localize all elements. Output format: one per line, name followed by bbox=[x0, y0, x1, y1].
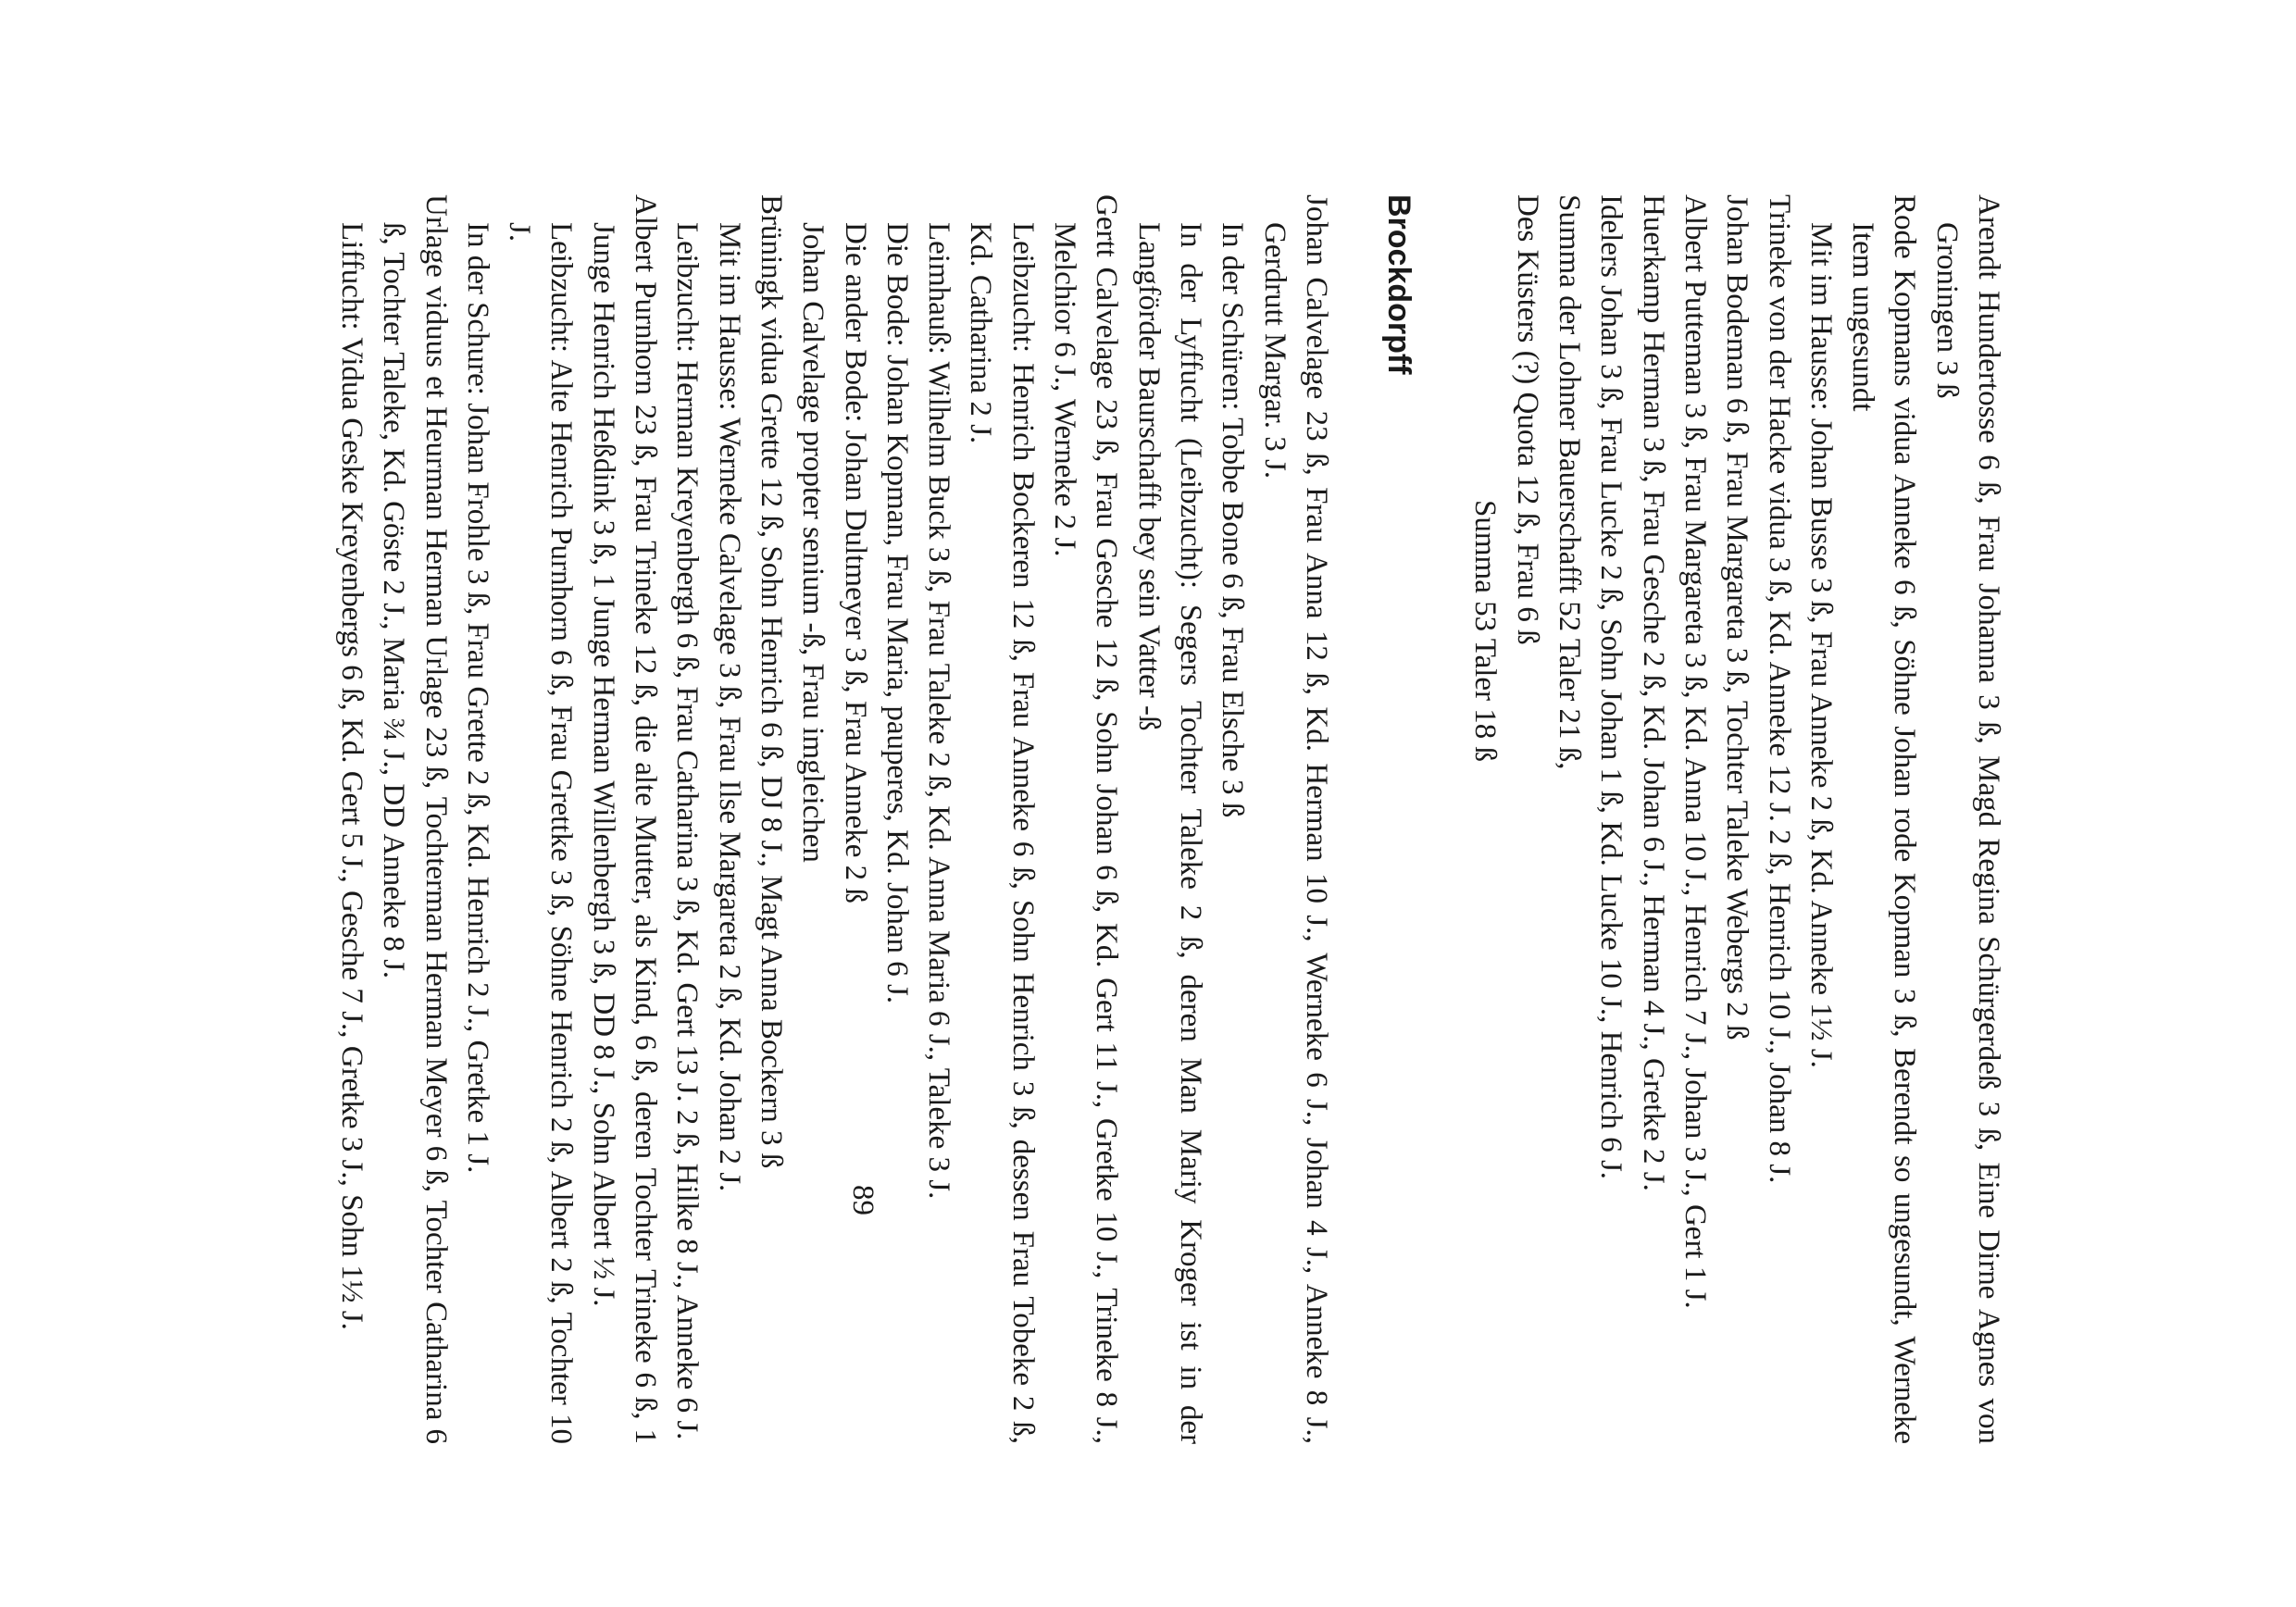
entry-line: Summa der Lohner Bauerschafft 52 Taler 21 ß, bbox=[1553, 194, 1587, 770]
entry-line: Summa 53 Taler 18 ß bbox=[1468, 500, 1503, 763]
entry-line: Johan Calvelage propter senium -ß, Frau imgleichen bbox=[796, 222, 830, 863]
page-body bbox=[331, 194, 2009, 1444]
entry-line: Johan Bodeman 6 ß, Frau Margareta 3 ß, Tochter Taleke Webergs 2 ß bbox=[1720, 194, 1754, 1040]
entry-line: Die Bode: Johan Kopman, Frau Maria, pauperes, Kd. Johan 6 J. bbox=[880, 222, 914, 1004]
lohner-bauerschaft-entries bbox=[1464, 194, 2009, 1444]
page-number: 89 bbox=[846, 1185, 880, 1215]
entry-line: In der Schüren: Tobbe Bone 6 ß, Frau Elsche 3 ß bbox=[1216, 222, 1250, 818]
entry-line: Des Küsters (?) Quota 12 ß, Frau 6 ß bbox=[1510, 194, 1544, 645]
entry-line: Leimhauß: Wilhelm Buck 3 ß, Frau Taleke 2 ß, Kd. Anna Maria 6 J., Taleke 3 J. bbox=[922, 222, 956, 1200]
entry-line: Leibzucht: Henrich Bockeren 12 ß, Frau Anneke 6 ß, Sohn Henrich 3 ß, dessen Frau Tobeke 2 ß, Kd. Catharina 2 J. bbox=[964, 222, 1040, 1444]
entry-line: Albert Purnhorn 23 ß, Frau Trineke 12 ß, die alte Mutter, als Kind, 6 ß, deren Tochter Trineke 6 ß, 1 Junge Henrich Heßdink 3 ß, 1 Junge Herman Willenbergh 3 ß, DD 8 J., Sohn Albert ½ J. bbox=[586, 194, 663, 1444]
brockdorpff-entries bbox=[331, 194, 1337, 1444]
entry-line: Trineke von der Hacke vidua 3 ß, Kd. Anneke 12 J. 2 ß, Henrich 10 J., Johan 8 J. bbox=[1762, 194, 1796, 1184]
entry-line: Brüningk vidua Grette 12 ß, Sohn Henrich 6 ß, DJ 8 J., Magt Anna Bockern 3 ß bbox=[754, 194, 788, 1169]
entry-line: Huerkamp Herman 3 ß, Frau Gesche 2 ß, Kd. Johan 6 J., Herman 4 J., Gretke 2 J. bbox=[1636, 194, 1670, 1191]
entry-line: In der Schure: Johan Frohle 3 ß, Frau Grette 2 ß, Kd. Henrich 2 J., Gretke 1 J. bbox=[460, 222, 494, 1174]
entry-line: Gertt Calvelage 23 ß, Frau Gesche 12 ß, Sohn Johan 6 ß, Kd. Gert 11 J., Gretke 10 J., Trineke 8 J., Melchior 6 J., Werneke 2 J. bbox=[1048, 194, 1124, 1444]
entry-line: Mit im Hausse: Johan Busse 3 ß, Frau Anneke 2 ß, Kd. Anneke 1½ J. bbox=[1803, 222, 1838, 1068]
entry-line: Leibzucht: Alte Henrich Purnhorn 6 ß, Frau Grettke 3 ß, Söhne Henrich 2 ß, Albert 2 ß, Tochter 10 J. bbox=[503, 222, 579, 1444]
section-heading: Brockdorpff bbox=[1381, 194, 1417, 375]
entry-line: Mit im Hausse: Werneke Calvelage 3 ß, Frau Ilse Margareta 2 ß, Kd. Johan 2 J. bbox=[712, 222, 746, 1192]
entry-line: Johan Calvelage 23 ß, Frau Anna 12 ß, Kd. Herman 10 J., Werneke 6 J., Johan 4 J., Anneke 8 J., Gerdrutt Margar. 3 J. bbox=[1257, 194, 1333, 1444]
entry-line: Arendt Hundertosse 6 ß, Frau Johanna 3 ß, Magd Regina Schürgerdeß 3 ß, Eine Dirne Agnes von Groningen 3 ß bbox=[1929, 194, 2005, 1444]
entry-line: Urlage viduus et Heurman Herman Urlage 23 ß, Tochterman Herman Meyer 6 ß, Tochter Catharina 6 ß, Tochter Taleke, Kd. Göste 2 J., Maria ¾ J., DD Anneke 8 J. bbox=[377, 194, 453, 1444]
entry-line: Liffucht: Vidua Geske Kreyenbergs 6 ß, Kd. Gert 5 J., Gesche 7 J., Gretke 3 J., Sohn 1½ J. bbox=[335, 222, 369, 1330]
entry-line: Albert Putteman 3 ß, Frau Margareta 3 ß, Kd. Anna 10 J., Henrich 7 J., Johan 3 J., Gert 1 J. bbox=[1678, 194, 1712, 1309]
entry-line: Die ander Bode: Johan Dultmeyer 3 ß, Frau Anneke 2 ß bbox=[838, 222, 872, 903]
entry-line: In der Lyffucht (Leibzucht): Segers Tochter Taleke 2 ß, deren Man Mariy Kroger ist in der Langförder Baurschafft bey sein Vatter -ß bbox=[1131, 222, 1207, 1444]
entry-line: Rode Kopmans vidua Anneke 6 ß, Söhne Johan rode Kopman 3 ß, Berendt so ungesundt, Werneke Item ungesundt bbox=[1846, 194, 1922, 1444]
entry-line: Idelers Johan 3 ß, Frau Lucke 2 ß, Sohn Johan 1 ß, Kd. Lucke 10 J., Henrich 6 J. bbox=[1594, 194, 1628, 1180]
entry-line: Leibzucht: Herman Kreyenbergh 6 ß, Frau Catharina 3 ß, Kd. Gert 13 J. 2 ß, Hilke 8 J., Anneke 6 J. bbox=[670, 222, 705, 1440]
